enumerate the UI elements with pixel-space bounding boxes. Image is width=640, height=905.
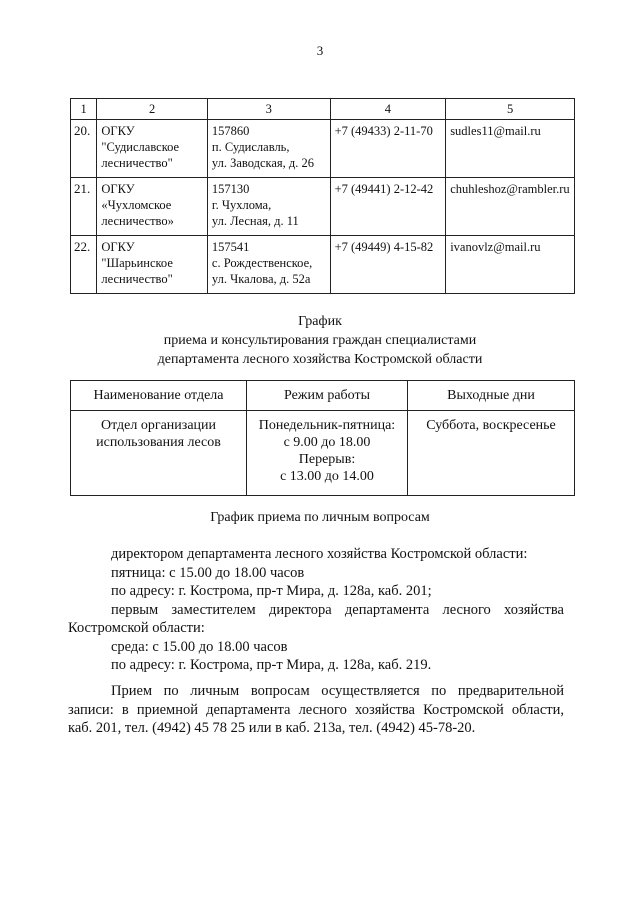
hours-line: с 9.00 до 18.00 bbox=[283, 435, 371, 450]
reception-schedule-table bbox=[70, 380, 575, 496]
hours-line: Перерыв: bbox=[298, 452, 356, 467]
address-line: 157130 bbox=[211, 182, 250, 196]
address-cell bbox=[207, 120, 330, 178]
email-cell: chuhleshoz@rambler.ru bbox=[446, 178, 575, 236]
address-line: 157541 bbox=[211, 240, 250, 254]
personal-reception-title: График приема по личным вопросам bbox=[210, 510, 430, 525]
column-header: Наименование отдела bbox=[71, 381, 247, 411]
text-line: каб. 201, тел. (4942) 45 78 25 или в каб. 213а, тел. (4942) 45-78-20. bbox=[68, 720, 476, 736]
org-line: лесничество» bbox=[101, 214, 174, 228]
text-line: Костромской области: bbox=[68, 620, 205, 636]
address-cell bbox=[207, 178, 330, 236]
column-header: 4 bbox=[330, 99, 446, 120]
address-cell bbox=[207, 236, 330, 294]
hours-line: Понедельник-пятница: bbox=[258, 418, 396, 433]
row-number: 20. bbox=[71, 120, 97, 178]
address-line: ул. Лесная, д. 11 bbox=[211, 214, 299, 228]
text-line: директором департамента лесного хозяйства Костромской области: bbox=[111, 546, 528, 562]
forestry-contacts-table bbox=[70, 98, 575, 294]
schedule-heading bbox=[0, 312, 640, 369]
schedule-title: График bbox=[298, 314, 342, 329]
organization-cell bbox=[97, 178, 208, 236]
row-number: 21. bbox=[71, 178, 97, 236]
text-line: записи: в приемной департамента лесного хозяйства Костромской области, bbox=[68, 701, 564, 718]
column-header: Режим работы bbox=[247, 381, 408, 411]
text-line: по адресу: г. Кострома, пр-т Мира, д. 128а, каб. 201; bbox=[111, 583, 432, 599]
personal-reception-block bbox=[68, 545, 564, 675]
address-line: ул. Чкалова, д. 52а bbox=[211, 272, 311, 286]
email-cell: ivanovlz@mail.ru bbox=[446, 236, 575, 294]
email-cell: sudles11@mail.ru bbox=[446, 120, 575, 178]
org-line: ОГКУ bbox=[101, 240, 135, 254]
column-header: 5 bbox=[446, 99, 575, 120]
text-line: по адресу: г. Кострома, пр-т Мира, д. 128а, каб. 219. bbox=[111, 657, 432, 673]
address-line: г. Чухлома, bbox=[211, 198, 272, 212]
schedule-subtitle: приема и консультирования граждан специалистами bbox=[163, 333, 477, 348]
text-line: первым заместителем директора департамента лесного хозяйства bbox=[111, 601, 564, 618]
org-line: лесничество" bbox=[101, 272, 173, 286]
table-row bbox=[71, 411, 575, 496]
department-cell: Отдел организации использования лесов bbox=[71, 411, 247, 496]
org-line: «Чухломское bbox=[101, 198, 172, 212]
working-hours-cell bbox=[247, 411, 408, 496]
page-number: 3 bbox=[316, 43, 324, 58]
column-header: Выходные дни bbox=[408, 381, 575, 411]
address-line: с. Рождественское, bbox=[211, 256, 313, 270]
text-line: среда: с 15.00 до 18.00 часов bbox=[111, 638, 288, 655]
text-line: Прием по личным вопросам осуществляется по предварительной bbox=[111, 683, 564, 699]
organization-cell bbox=[97, 120, 208, 178]
table-row bbox=[71, 178, 575, 236]
row-number: 22. bbox=[71, 236, 97, 294]
org-line: ОГКУ bbox=[101, 182, 135, 196]
table-row bbox=[71, 236, 575, 294]
address-line: п. Судиславль, bbox=[211, 140, 290, 154]
table-row bbox=[71, 120, 575, 178]
org-line: "Шарьинское bbox=[101, 256, 173, 270]
schedule-subtitle: департамента лесного хозяйства Костромской области bbox=[157, 352, 483, 367]
address-line: ул. Заводская, д. 26 bbox=[211, 156, 315, 170]
column-header: 2 bbox=[97, 99, 208, 120]
org-line: ОГКУ bbox=[101, 124, 135, 138]
address-line: 157860 bbox=[211, 124, 250, 138]
org-line: лесничество" bbox=[101, 156, 173, 170]
organization-cell bbox=[97, 236, 208, 294]
appointment-note bbox=[68, 682, 564, 738]
text-line: пятница: с 15.00 до 18.00 часов bbox=[111, 564, 305, 581]
column-header: 3 bbox=[207, 99, 330, 120]
phone-cell: +7 (49449) 4-15-82 bbox=[330, 236, 446, 294]
phone-cell: +7 (49433) 2-11-70 bbox=[330, 120, 446, 178]
table-header-row bbox=[71, 99, 575, 120]
days-off-cell: Суббота, воскресенье bbox=[408, 411, 575, 496]
phone-cell: +7 (49441) 2-12-42 bbox=[330, 178, 446, 236]
org-line: "Судиславское bbox=[101, 140, 180, 154]
table-header-row bbox=[71, 381, 575, 411]
hours-line: с 13.00 до 14.00 bbox=[280, 469, 374, 484]
column-header: 1 bbox=[71, 99, 97, 120]
